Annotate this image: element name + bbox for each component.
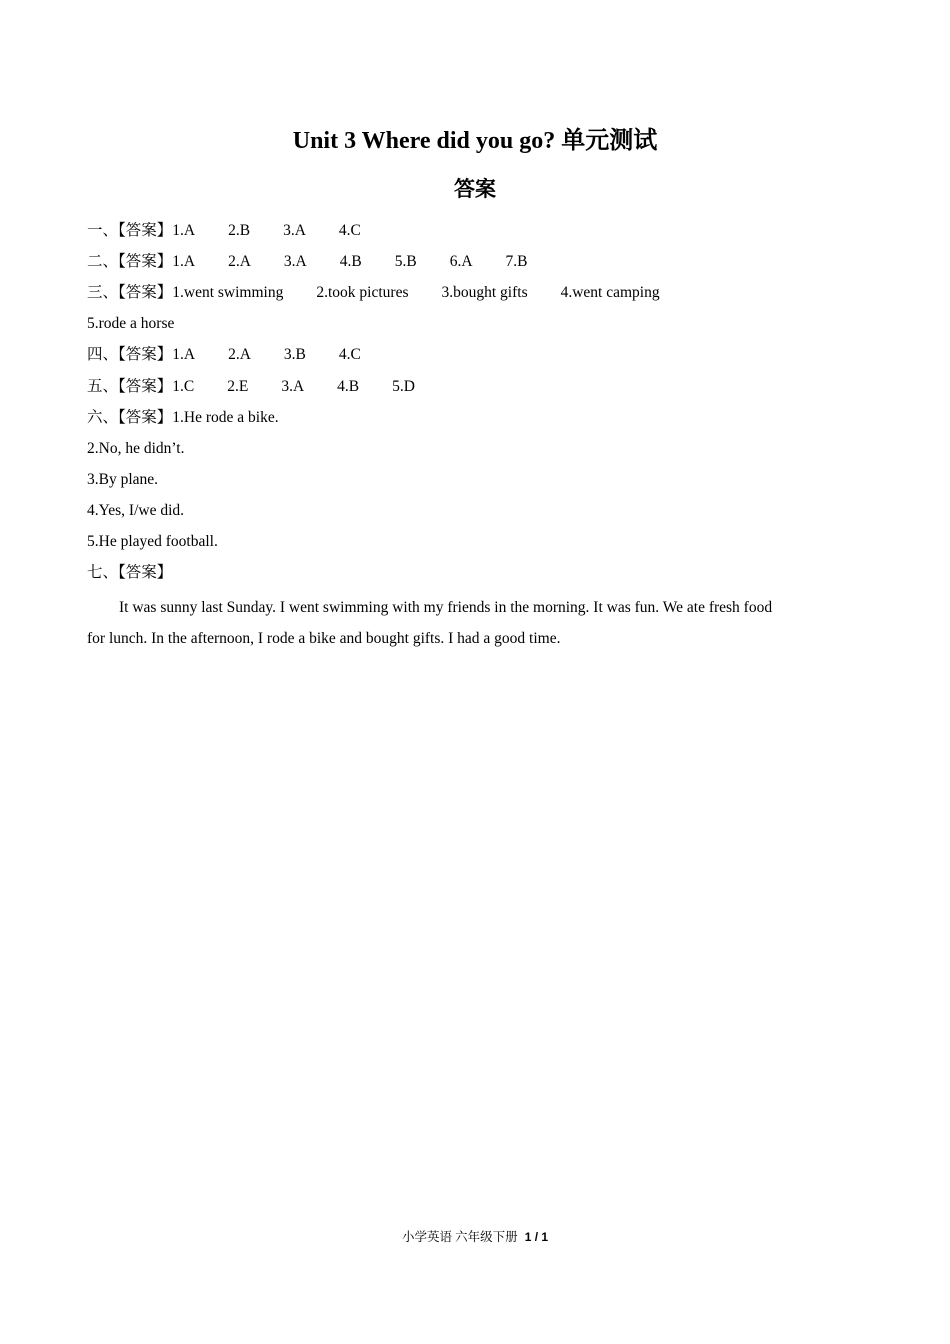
answer-item: 4.went camping bbox=[560, 284, 660, 302]
document-title: Unit 3 Where did you go? 单元测试 bbox=[292, 128, 658, 154]
answer-item: 5.B bbox=[394, 253, 417, 271]
answer-item: 3.By plane. bbox=[87, 470, 159, 488]
answer-item: 5.He played football. bbox=[87, 533, 218, 550]
answer-section-label: 二、【答案】 bbox=[87, 253, 173, 271]
answer-line bbox=[87, 500, 184, 522]
answer-item: 2.E bbox=[227, 377, 249, 395]
answer-item: 1.A bbox=[172, 222, 196, 239]
answer-line bbox=[87, 562, 172, 584]
answer-item: 5.rode a horse bbox=[87, 315, 175, 333]
answer-item: 3.bought gifts bbox=[441, 284, 528, 302]
page-number: 1 / 1 bbox=[524, 1230, 549, 1244]
answer-item: 4.B bbox=[339, 253, 362, 271]
answer-item: 2.took pictures bbox=[316, 284, 409, 302]
answer-item: 1.He rode a bike. bbox=[172, 408, 279, 426]
answer-item: 1.C bbox=[172, 377, 195, 395]
answer-item: 3.A bbox=[283, 253, 307, 271]
answer-item: 3.A bbox=[283, 222, 306, 239]
answer-line bbox=[87, 407, 279, 429]
answer-item: 4.B bbox=[337, 377, 360, 395]
answer-line bbox=[87, 313, 174, 335]
answer-section-label: 七、【答案】 bbox=[87, 564, 173, 582]
answer-line bbox=[87, 282, 660, 304]
answer-item: 4.C bbox=[338, 346, 361, 364]
answer-section-label: 四、【答案】 bbox=[87, 346, 173, 364]
footer-text: 小学英语 六年级下册 bbox=[401, 1230, 518, 1244]
answer-item: 2.B bbox=[228, 222, 251, 239]
answer-item: 2.A bbox=[228, 346, 251, 364]
answer-item: 3.A bbox=[281, 377, 305, 395]
answer-item: 1.A bbox=[172, 253, 196, 271]
answer-section-label: 六、【答案】 bbox=[87, 408, 173, 426]
answer-item: 2.No, he didn’t. bbox=[87, 439, 185, 457]
answer-heading: 答案 bbox=[454, 177, 496, 201]
answer-item: 1.A bbox=[172, 346, 196, 364]
answer-item: 3.B bbox=[283, 346, 306, 364]
answer-item: 5.D bbox=[392, 377, 415, 395]
answer-line bbox=[87, 344, 361, 366]
answer-line bbox=[87, 376, 415, 398]
answer-section-label: 五、【答案】 bbox=[87, 377, 173, 395]
answer-item: 4.Yes, I/we did. bbox=[87, 501, 185, 519]
answer-item: 2.A bbox=[228, 253, 251, 271]
answer-item: 1.went swimming bbox=[172, 284, 284, 302]
answer-line bbox=[87, 531, 218, 553]
answer-line bbox=[87, 220, 361, 242]
answer-item: 7.B bbox=[505, 253, 528, 271]
answer-line bbox=[87, 469, 158, 491]
answer-line bbox=[87, 251, 527, 273]
answer-section-label: 一、【答案】 bbox=[87, 222, 173, 239]
answer-item: 6.A bbox=[449, 253, 473, 271]
essay-paragraph: It was sunny last Sunday. I went swimming with my friends in the morning. It was fun. We ate fresh food for lunch. In the afternoon, I rode a bike and bought gifts. I had a good time. bbox=[87, 599, 773, 647]
answer-line bbox=[87, 438, 184, 460]
answer-item: 4.C bbox=[338, 222, 361, 239]
answer-section-label: 三、【答案】 bbox=[87, 284, 173, 302]
page-footer bbox=[0, 1227, 950, 1247]
